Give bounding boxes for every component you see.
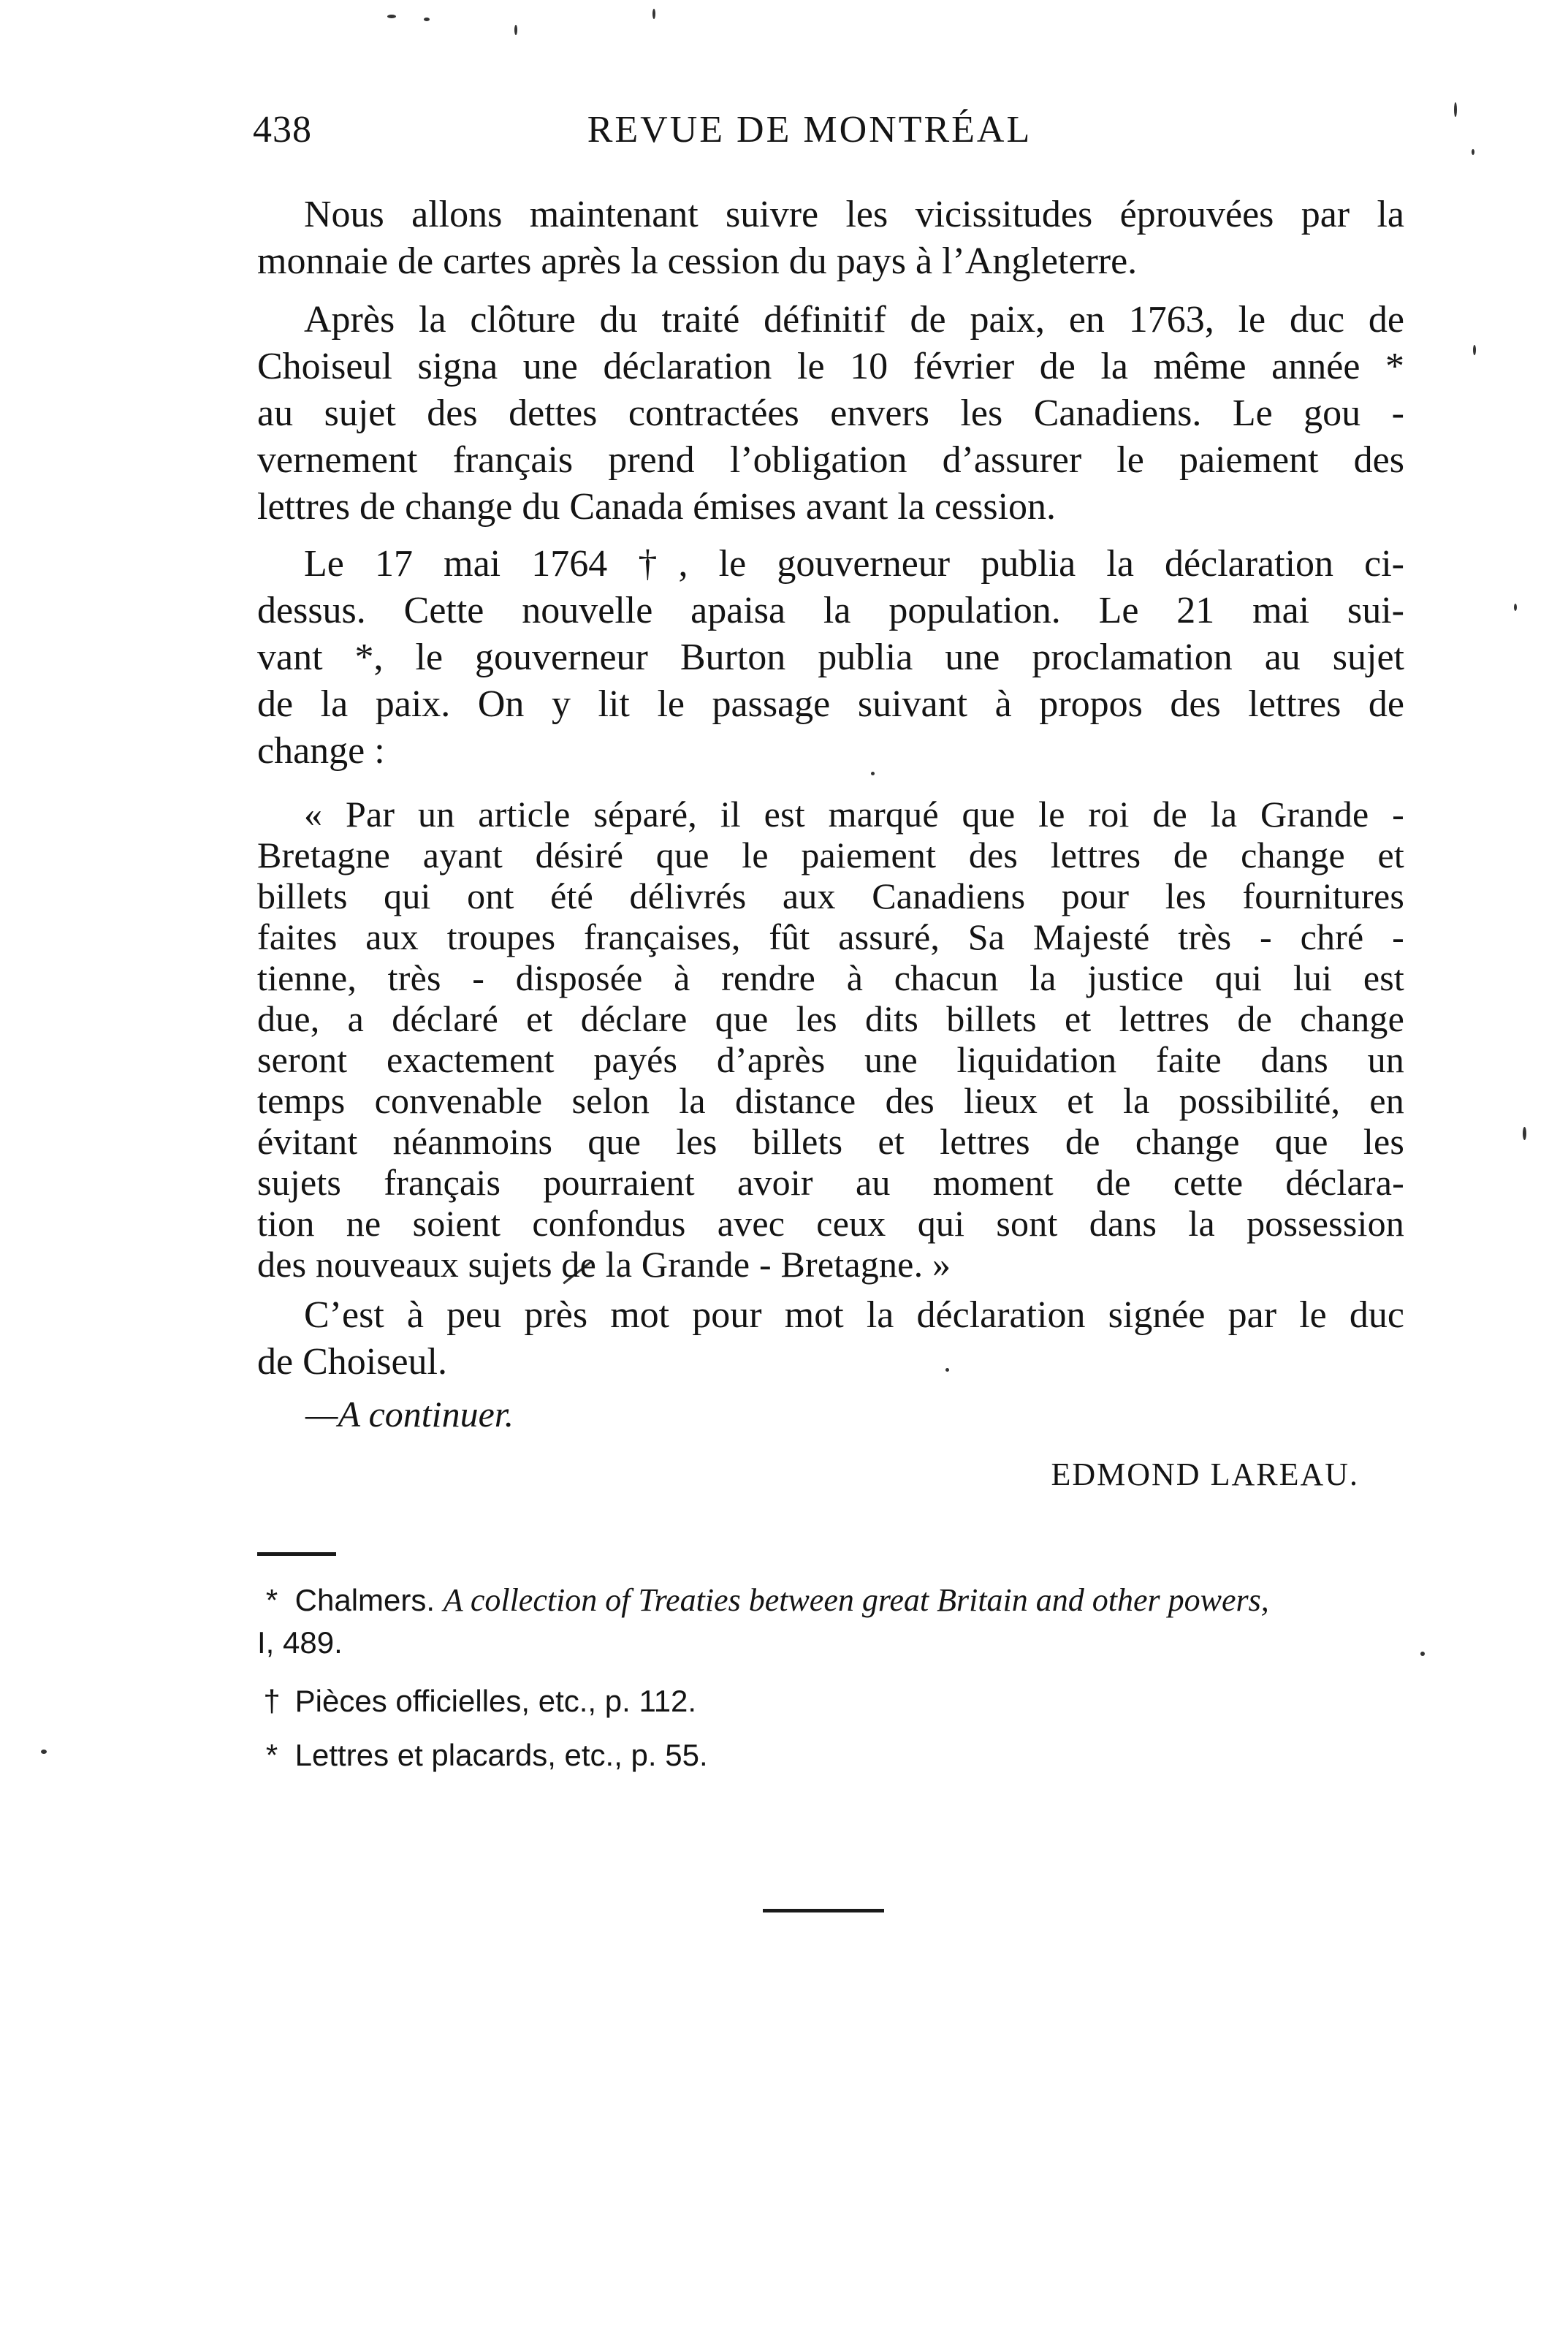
scan-speck xyxy=(41,1750,47,1754)
text-line: Le 17 mai 1764 †, le gouverneur publia la déclaration ci- xyxy=(304,543,1404,585)
text-line: vant *, le gouverneur Burton publia une proclamation au sujet xyxy=(257,637,1404,678)
quote-line: évitant néanmoins que les billets et lettres de change que les xyxy=(257,1121,1404,1162)
quotation xyxy=(257,794,1404,1285)
footnote-title: A collection of Treaties between great Britain and other powers, xyxy=(443,1582,1269,1618)
quote-line: faites aux troupes françaises, fût assuré, Sa Majesté très - chré - xyxy=(257,916,1404,957)
footnote xyxy=(257,1738,708,1773)
scan-speck xyxy=(1420,1652,1425,1656)
footnote xyxy=(257,1684,696,1719)
footnote-rule xyxy=(257,1552,336,1556)
quote-line: temps convenable selon la distance des lieux et la possibilité, en xyxy=(257,1080,1404,1121)
footnote-text: I, 489. xyxy=(257,1625,343,1660)
footnote-text: Chalmers. xyxy=(294,1583,444,1617)
footnote xyxy=(257,1581,1269,1619)
quote-line: sujets français pourraient avoir au moment de cette déclara- xyxy=(257,1162,1404,1203)
text-line: vernement français prend l’obligation d’assurer le paiement des xyxy=(257,439,1404,481)
quote-line: billets qui ont été délivrés aux Canadiens pour les fournitures xyxy=(257,875,1404,916)
text-line: monnaie de cartes après la cession du pays à l’Angleterre. xyxy=(257,240,1138,282)
paragraph xyxy=(257,191,1404,285)
scan-speck xyxy=(387,15,396,18)
end-rule xyxy=(763,1909,884,1912)
text-line: change : xyxy=(257,730,385,772)
text-line: lettres de change du Canada émises avant la cession. xyxy=(257,486,1057,528)
scan-speck xyxy=(652,9,655,19)
footnote-text: Lettres et placards, etc., p. 55. xyxy=(294,1738,708,1772)
paragraph xyxy=(257,541,1404,775)
page-number: 438 xyxy=(253,109,312,151)
footnote-text: Pièces officielles, etc., p. 112. xyxy=(294,1684,697,1718)
scan-speck xyxy=(1473,345,1476,355)
footnote-mark: * xyxy=(265,1583,278,1617)
text-line: de la paix. On y lit le passage suivant à propos des lettres de xyxy=(257,683,1404,725)
paragraph xyxy=(257,297,1404,531)
quote-line: des nouveaux sujets de la Grande - Bretagne. » xyxy=(257,1244,951,1285)
text-line: Nous allons maintenant suivre les vicissitudes éprouvées par la xyxy=(304,194,1404,235)
text-line: Choiseul signa une déclaration le 10 février de la même année * xyxy=(257,346,1404,387)
quote-line: Bretagne ayant désiré que le paiement des lettres de change et xyxy=(257,835,1404,875)
quote-line: seront exactement payés d’après une liquidation faite dans un xyxy=(257,1039,1404,1080)
scan-speck xyxy=(424,18,430,21)
scan-speck xyxy=(1523,1127,1526,1140)
text-line: dessus. Cette nouvelle apaisa la population. Le 21 mai sui- xyxy=(257,590,1404,631)
quote-line: « Par un article séparé, il est marqué que le roi de la Grande - xyxy=(304,794,1404,835)
text-line: C’est à peu près mot pour mot la déclaration signée par le duc xyxy=(304,1294,1404,1336)
scan-speck xyxy=(514,25,517,35)
text-line: au sujet des dettes contractées envers les Canadiens. Le gou - xyxy=(257,392,1404,434)
footnote-mark: * xyxy=(265,1738,278,1772)
quote-line: due, a déclaré et déclare que les dits billets et lettres de change xyxy=(257,998,1404,1039)
text-line: Après la clôture du traité définitif de paix, en 1763, le duc de xyxy=(304,299,1404,341)
footnote-mark: † xyxy=(263,1684,281,1718)
scan-speck xyxy=(1514,604,1517,611)
quote-line: tion ne soient confondus avec ceux qui sont dans la possession xyxy=(257,1203,1404,1244)
running-title: REVUE DE MONTRÉAL xyxy=(587,109,1032,151)
footnote-continuation xyxy=(257,1625,343,1660)
quote-line: tienne, très - disposée à rendre à chacun la justice qui lui est xyxy=(257,957,1404,998)
continuation-note: —A continuer. xyxy=(305,1394,514,1435)
text-line: de Choiseul. xyxy=(257,1341,447,1383)
paragraph xyxy=(257,1292,1404,1386)
author-signature: EDMOND LAREAU. xyxy=(1051,1456,1359,1492)
